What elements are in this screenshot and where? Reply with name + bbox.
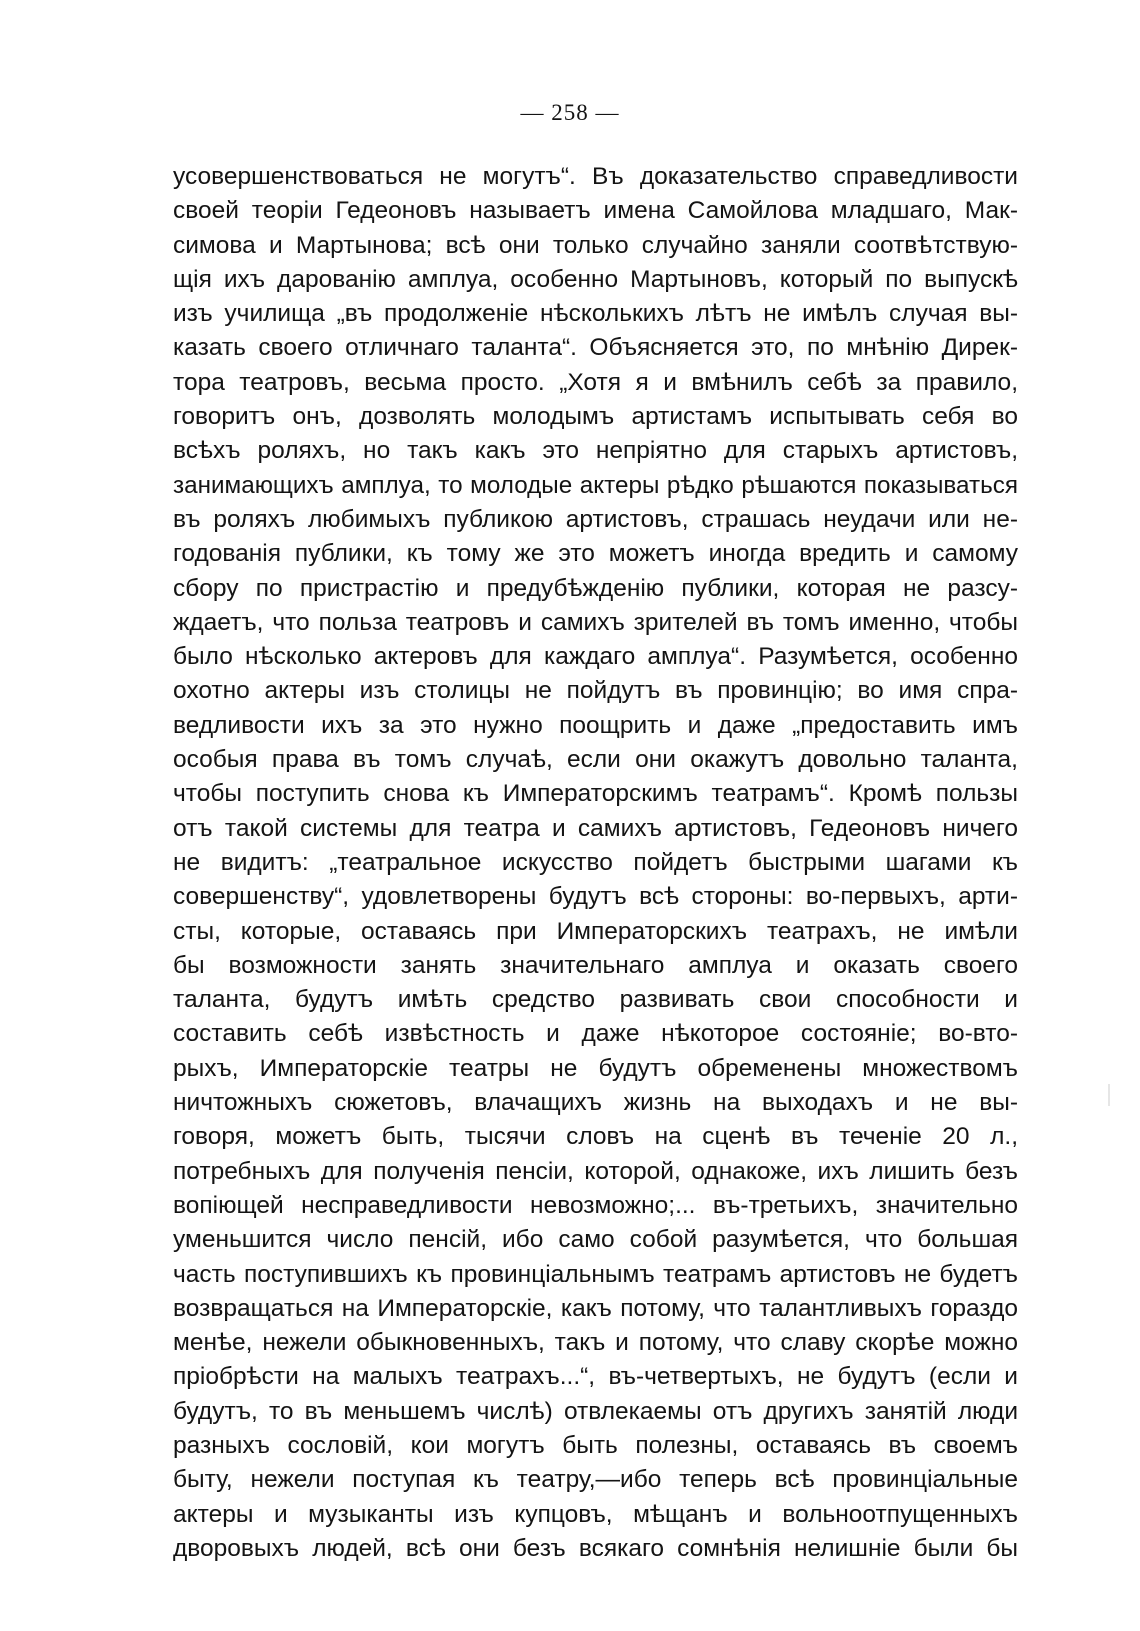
text-line: въ роляхъ любимыхъ публикою артистовъ, страшась неудачи или не- <box>173 505 1018 533</box>
text-line: возвращаться на Императорскіе, какъ потому, что талантливыхъ гораздо <box>173 1294 1018 1322</box>
page-number: — 258 — <box>520 100 620 125</box>
text-line: годованія публики, къ тому же это можетъ иногда вредить и самому <box>173 540 1018 568</box>
text-line: симова и Мартынова; всѣ они только случайно заняли соотвѣтствую- <box>173 231 1018 259</box>
text-line: дворовыхъ людей, всѣ они безъ всякаго сомнѣнія нелишніе были бы <box>173 1534 1018 1562</box>
body-text <box>173 160 1018 1566</box>
text-line: таланта, будутъ имѣть средство развивать свои способности и <box>173 986 1018 1014</box>
text-line: чтобы поступить снова къ Императорскимъ театрамъ“. Кромѣ пользы <box>173 780 1018 808</box>
text-line: особыя права въ томъ случаѣ, если они окажутъ довольно таланта, <box>173 746 1018 774</box>
text-line: быту, нежели поступая къ театру,—ибо теперь всѣ провинціальные <box>173 1466 1018 1494</box>
text-line: ничтожныхъ сюжетовъ, влачащихъ жизнь на выходахъ и не вы- <box>173 1089 1018 1117</box>
text-line: своей теоріи Гедеоновъ называетъ имена Самойлова младшаго, Мак- <box>173 197 1018 225</box>
text-line: говоритъ онъ, дозволять молодымъ артистамъ испытывать себя во <box>173 403 1018 431</box>
text-line: было нѣсколько актеровъ для каждаго амплуа“. Разумѣется, особенно <box>173 643 1018 671</box>
text-line: составить себѣ извѣстность и даже нѣкоторое состояніе; во-вто- <box>173 1020 1018 1048</box>
text-line: ждаетъ, что польза театровъ и самихъ зрителей въ томъ именно, чтобы <box>173 608 1018 636</box>
text-line: часть поступившихъ къ провинціальнымъ театрамъ артистовъ не будетъ <box>173 1260 1018 1288</box>
text-line: разныхъ сословій, кои могутъ быть полезны, оставаясь въ своемъ <box>173 1431 1018 1459</box>
text-line: рыхъ, Императорскіе театры не будутъ обременены множествомъ <box>173 1054 1018 1082</box>
text-line: совершенству“, удовлетворены будутъ всѣ стороны: во-первыхъ, арти- <box>173 883 1018 911</box>
text-line: казать своего отличнаго таланта“. Объясняется это, по мнѣнію Дирек- <box>173 334 1018 362</box>
text-line: охотно актеры изъ столицы не пойдутъ въ провинцію; во имя спра- <box>173 677 1018 705</box>
text-line: не видитъ: „театральное искусство пойдетъ быстрыми шагами къ <box>173 848 1018 876</box>
text-line: менѣе, нежели обыкновенныхъ, такъ и потому, что славу скорѣе можно <box>173 1329 1018 1357</box>
text-line: пріобрѣсти на малыхъ театрахъ...“, въ-четвертыхъ, не будутъ (если и <box>173 1363 1018 1391</box>
text-line: ведливости ихъ за это нужно поощрить и даже „предоставить имъ <box>173 711 1018 739</box>
text-line: тора театровъ, весьма просто. „Хотя я и вмѣнилъ себѣ за правило, <box>173 368 1018 396</box>
text-line: отъ такой системы для театра и самихъ артистовъ, Гедеоновъ ничего <box>173 814 1018 842</box>
text-line: вопіющей несправедливости невозможно;... въ-третьихъ, значительно <box>173 1191 1018 1219</box>
text-line: щія ихъ дарованію амплуа, особенно Мартыновъ, который по выпускѣ <box>173 265 1018 293</box>
text-line: будутъ, то въ меньшемъ числѣ) отвлекаемы отъ другихъ занятій люди <box>173 1397 1018 1425</box>
text-line: актеры и музыканты изъ купцовъ, мѣщанъ и вольноотпущенныхъ <box>173 1500 1018 1528</box>
text-line: всѣхъ роляхъ, но такъ какъ это непріятно для старыхъ артистовъ, <box>173 437 1018 465</box>
text-line: говоря, можетъ быть, тысячи словъ на сценѣ въ теченіе 20 л., <box>173 1123 1018 1151</box>
text-line: изъ училища „въ продолженіе нѣсколькихъ лѣтъ не имѣлъ случая вы- <box>173 300 1018 328</box>
text-line: сбору по пристрастію и предубѣжденію публики, которая не разсу- <box>173 574 1018 602</box>
text-line: занимающихъ амплуа, то молодые актеры рѣдко рѣшаются показываться <box>173 471 1018 499</box>
text-line: потребныхъ для полученія пенсіи, которой, однакоже, ихъ лишить безъ <box>173 1157 1018 1185</box>
text-line: бы возможности занять значительнаго амплуа и оказать своего <box>173 951 1018 979</box>
scan-margin-mark <box>1108 1084 1110 1106</box>
text-line: уменьшится число пенсій, ибо само собой разумѣется, что большая <box>173 1226 1018 1254</box>
text-line: усовершенствоваться не могутъ“. Въ доказательство справедливости <box>173 163 1018 190</box>
text-line: сты, которые, оставаясь при Императорскихъ театрахъ, не имѣли <box>173 917 1018 945</box>
